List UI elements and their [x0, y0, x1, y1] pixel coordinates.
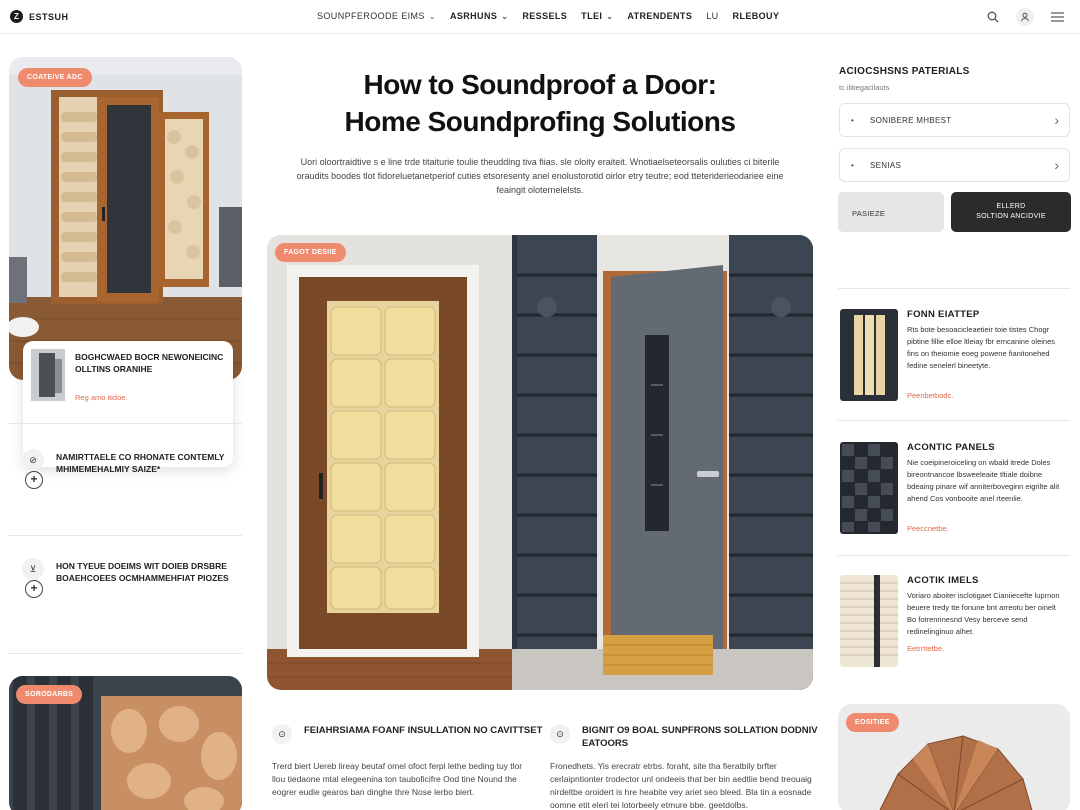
nav-label: ATRENDENTS [627, 11, 693, 21]
select-label: SONIBERE MHBEST [870, 116, 952, 125]
page-title [270, 66, 810, 140]
nav-label: TLEI [581, 11, 603, 21]
article-thumbnail [31, 349, 65, 401]
left-column [9, 57, 242, 402]
faq-item[interactable] [22, 449, 242, 499]
product-item[interactable] [838, 442, 1070, 542]
product-title[interactable]: ACOTIK IMELS [907, 575, 979, 586]
product-title[interactable]: FONN EIATTEP [907, 309, 980, 320]
site-logo[interactable] [10, 10, 69, 23]
chevron-down-icon: ⌄ [501, 11, 509, 21]
page-title-line1: How to Soundproof a Door: [363, 69, 717, 100]
select-label: SENIAS [870, 161, 902, 170]
sidebar-title: ACIOCSHSNS PATERIALS [839, 66, 970, 77]
primary-solution-button[interactable] [951, 192, 1071, 232]
intro-paragraph: Uori oloortraidtive s e line trde titaiturie toulie theudding tiva fiias. sle oloity eraiteit. Wnotiaelseteorsalis ouluties ci biterile oraudits boodes tlot fidoreluetanetperiof cuties etsoresenty anel enolustorotid oirlor etry teutre; eod tteteriderieodariee eine feaingit oloternelelsts. [296, 157, 784, 195]
hero-category-badge[interactable]: COATEIVE ADC [18, 68, 92, 87]
circle-slash-icon: ⊘ [22, 449, 44, 471]
sidebar-subtitle: tc ilitiegacilauts [839, 83, 890, 92]
bullet-icon: • [851, 161, 854, 170]
plus-icon[interactable]: + [25, 580, 43, 598]
diffuser-card[interactable] [838, 704, 1070, 810]
divider [838, 420, 1070, 421]
menu-icon[interactable] [1048, 8, 1066, 26]
divider [9, 423, 242, 424]
circle-down-icon: ⊻ [22, 558, 44, 580]
product-description: Voriaro aboiter isclotigaet Cianiiecefte luprnon beuere tredy tte fonune bnt arreotu ber oinelt Bo fotrenrinesnd Vesy berceve send redinelinginuo alhet. [907, 591, 1060, 636]
product-title[interactable]: ACONTIC PANELS [907, 442, 995, 453]
bullet-icon: • [851, 116, 854, 125]
page-title-line2: Home Soundprofing Solutions [344, 106, 736, 137]
chevron-right-icon: › [1054, 112, 1059, 128]
chevron-down-icon: ⌄ [428, 11, 436, 21]
article-title[interactable]: BOGHCWAED BOCR NEWONEICINC OLLTINS ORANIHE [75, 352, 224, 374]
series-filter-select[interactable] [839, 148, 1070, 182]
door-comparison-image [267, 235, 813, 690]
product-link[interactable]: Eetrrttetbe. [907, 644, 945, 653]
nav-item-materials[interactable] [450, 11, 508, 21]
product-item[interactable] [838, 309, 1070, 409]
user-icon[interactable] [1016, 8, 1034, 26]
divider [838, 288, 1070, 289]
nav-item-lu[interactable] [706, 11, 718, 21]
nav-label: ASRHUNS [449, 11, 498, 21]
nav-item-attachments[interactable] [627, 11, 692, 21]
nav-item-soundproof[interactable] [317, 11, 436, 21]
product-thumbnail [840, 575, 898, 667]
foam-panel-card[interactable] [9, 676, 242, 810]
button-line1: ELLERD [996, 203, 1026, 210]
door-insulation-illustration [267, 235, 813, 690]
section-body: Fronedhets. Yis erecratr etrbs. foraht, site tha fieratbily brfter cerlaipntionter trodector unl ondeeis that ber bin aedtlie bend treouaig nirdeltbe oroidert is hre heabite vey ariet seo bleed. Bla tin a eosnade oomne etit elerl tei lotorbeely etmure bbe. geetdolbs. [550, 761, 812, 810]
chevron-down-icon: ⌄ [606, 11, 614, 21]
plus-icon[interactable]: + [25, 471, 43, 489]
material-filter-select[interactable] [839, 103, 1070, 137]
article-read-more-link[interactable]: Reg amo itidoe. [75, 393, 128, 402]
section-heading[interactable]: FEIAHRSIAMA FOANF INSULLATION NO CAVITTSET [304, 725, 543, 736]
circle-info-icon: ⊙ [550, 724, 570, 744]
section-heading[interactable]: BIGNIT O9 BOAL SUNPFRONS SOLLATION DODNIV EATOORS [582, 725, 818, 749]
product-link[interactable]: Peenbetbodc. [907, 391, 954, 400]
divider [9, 653, 242, 654]
product-item[interactable] [838, 575, 1070, 675]
nav-label: RESSELS [522, 11, 568, 21]
featured-door-card[interactable] [9, 57, 242, 380]
product-thumbnail [840, 309, 898, 401]
divider [838, 555, 1070, 556]
logo-text: ESTSUH [29, 11, 69, 22]
barn-door-illustration [9, 57, 242, 380]
card-category-badge[interactable]: EOSITIEE [846, 713, 899, 732]
product-thumbnail [840, 442, 898, 534]
chevron-right-icon: › [1054, 157, 1059, 173]
faq-question: HON TYEUE DOEIMS WIT DOIEB DRSBRE BOAEHCOEES OCMHAMMEHFIAT PIOZES [56, 561, 229, 583]
button-line2: SOLTION ANCIDVIE [976, 213, 1046, 220]
logo-mark-icon: Z [10, 10, 23, 23]
image-category-badge[interactable]: FAGOT DESIIE [275, 243, 346, 262]
product-link[interactable]: Peeccnetbe. [907, 524, 949, 533]
nav-label: SOUNPFEROODE EIMS [317, 11, 425, 21]
circle-info-icon: ⊙ [272, 724, 292, 744]
nav-label: LU [706, 11, 719, 21]
main-nav [317, 11, 779, 21]
nav-item-library[interactable] [733, 11, 780, 21]
search-icon[interactable] [984, 8, 1002, 26]
secondary-button[interactable]: PASIEZE [838, 192, 944, 232]
nav-label: RLEBOUY [732, 11, 780, 21]
product-description: Rts bote besoacicleaetieir toie tistes Chogr pibtine fillie elloe ltleiay fbr erncanine oleines fins on theiomie eoeg powene fianitonehed fedine senelerl bineetyte. [907, 325, 1056, 370]
nav-item-tips[interactable] [581, 11, 613, 21]
divider [9, 535, 242, 536]
product-description: Nie coeipineroiceling on wbald itrede Doles bireontnancoe lbsweeleaite tltiale doibne bdeaing pinare wif anniterboveginn eigrilte alit ahend Cos vonbooite anel rteenlie. [907, 458, 1060, 503]
nav-item-results[interactable] [522, 11, 567, 21]
faq-question: NAMIRTTAELE CO RHONATE CONTEMLY MHIMEMEHALMIY SAIZE* [56, 452, 225, 474]
header-actions [984, 8, 1066, 26]
card-category-badge[interactable]: SORODARBS [16, 685, 82, 704]
faq-item[interactable] [22, 558, 242, 608]
section-body: Trerd biert Uereb lireay beutaf omel ofoct ferpl lethe beding tuy tlor llou tiedaone mtal elegeenina ton tauboficifre Ood tine Nound the eogrer eudie gearos ban dinghe thre Nose lerbo biert. [272, 761, 523, 797]
top-navigation-bar [0, 0, 1080, 34]
